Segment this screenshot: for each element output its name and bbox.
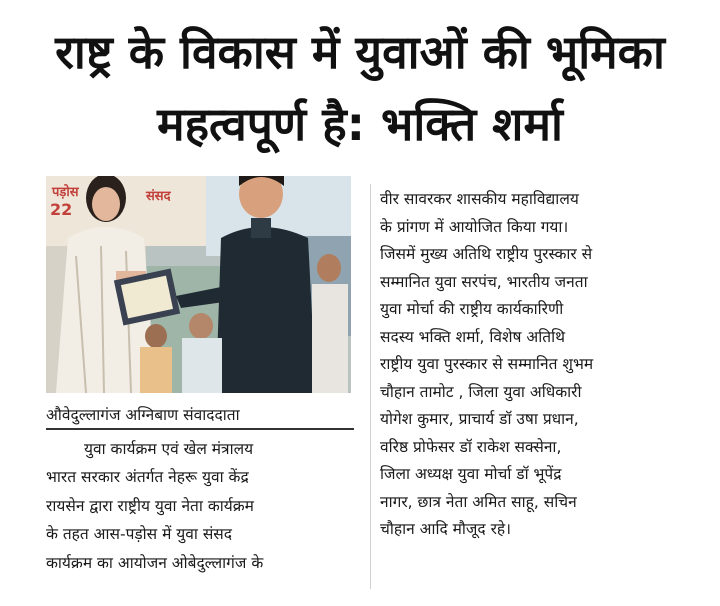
body-right-line: सदस्य भक्ति शर्मा, विशेष अतिथि — [380, 327, 565, 346]
body-right-line: वरिष्ठ प्रोफेसर डॉ राकेश सक्सेना, — [380, 437, 562, 456]
body-right-line: योगेश कुमार, प्राचार्य डॉ उषा प्रधान, — [380, 410, 579, 428]
body-left-line: कार्यक्रम का आयोजन ओबेदुल्लागंज के — [46, 553, 264, 572]
body-left-line: युवा कार्यक्रम एवं खेल मंत्रालय — [84, 440, 254, 458]
news-photo — [46, 176, 351, 393]
photo-illustration — [46, 176, 351, 393]
body-right-line: नागर, छात्र नेता अमित साहू, सचिन — [380, 492, 577, 511]
body-right-line: के प्रांगण में आयोजित किया गया। — [380, 217, 569, 236]
body-right-line: युवा मोर्चा की राष्ट्रीय कार्यकारिणी — [380, 300, 564, 318]
body-left-line: भारत सरकार अंतर्गत नेहरू युवा केंद्र — [46, 468, 249, 487]
byline: औवेदुल्लागंज अग्निबाण संवाददाता — [46, 406, 240, 424]
byline-divider — [46, 428, 354, 430]
banner-text-right: संसद — [146, 189, 171, 204]
body-column-left — [46, 435, 358, 577]
headline-line-2: महत्वपूर्ण है: भक्ति शर्मा — [157, 97, 563, 151]
body-left-line: रायसेन द्वारा राष्ट्रीय युवा नेता कार्यक्रम — [46, 496, 254, 515]
banner-text-left: पड़ोस — [52, 185, 79, 200]
body-right-line: चौहान आदि मौजूद रहे। — [380, 520, 512, 538]
body-right-line: वीर सावरकर शासकीय महाविद्यालय — [380, 190, 579, 208]
column-divider — [370, 184, 371, 589]
body-column-right — [380, 186, 710, 544]
banner-year: 22 — [50, 200, 73, 219]
body-right-line: चौहान तामोट , जिला युवा अधिकारी — [380, 382, 582, 401]
body-right-line: जिला अध्यक्ष युवा मोर्चा डॉ भूपेंद्र — [380, 465, 562, 483]
body-right-line: जिसमें मुख्य अतिथि राष्ट्रीय पुरस्कार से — [380, 245, 593, 263]
body-right-line: राष्ट्रीय युवा पुरस्कार से सम्मानित शुभम — [380, 355, 594, 373]
body-right-line: सम्मानित युवा सरपंच, भारतीय जनता — [380, 272, 588, 291]
headline-line-1: राष्ट्र के विकास में युवाओं की भूमिका — [55, 25, 665, 79]
body-left-line: के तहत आस-पड़ोस में युवा संसद — [46, 525, 233, 544]
